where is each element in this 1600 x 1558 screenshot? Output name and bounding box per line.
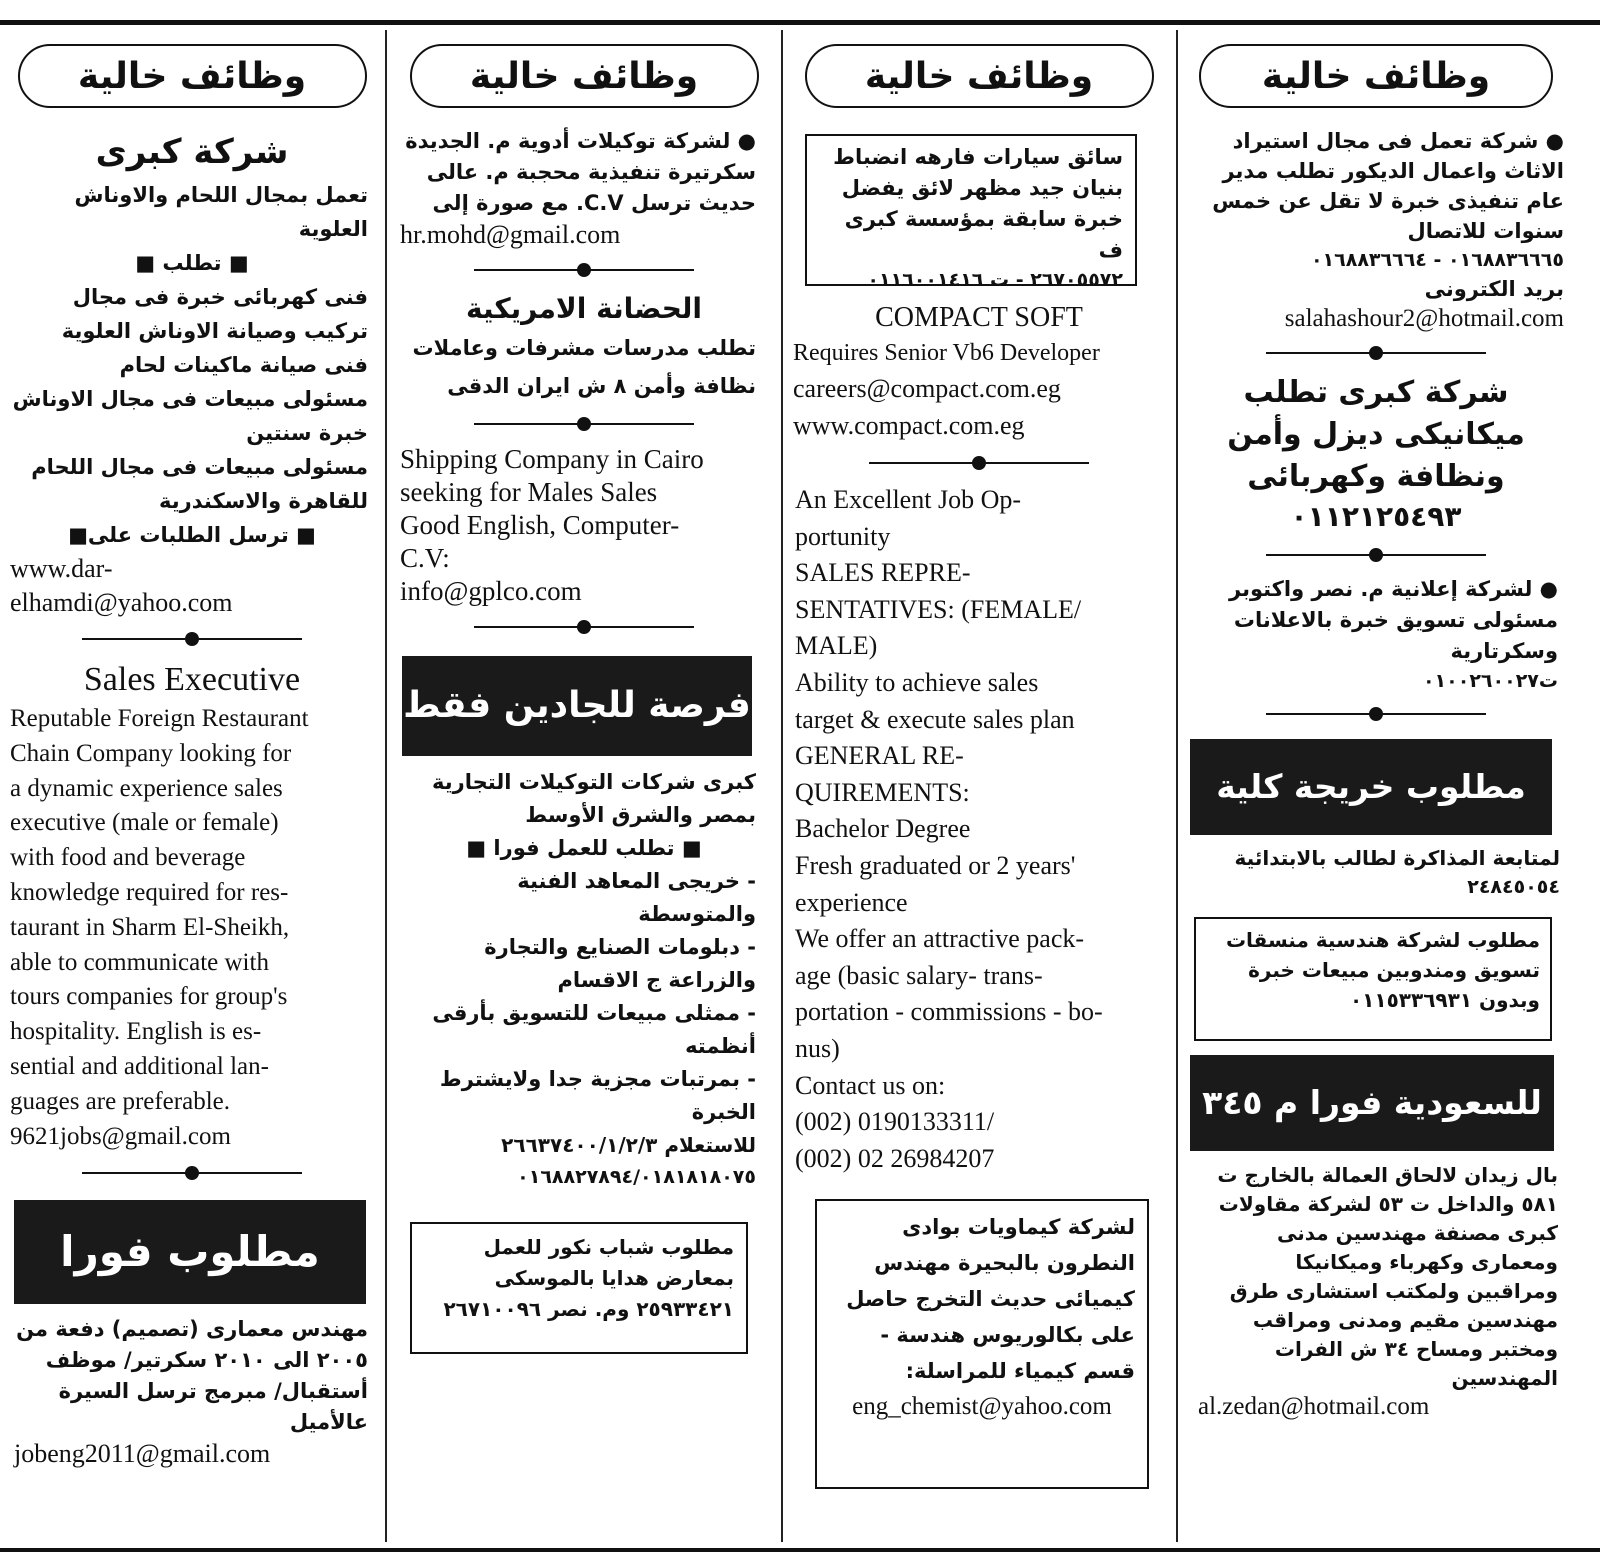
ad-tutor-phone: ٢٤٨٤٥٠٥٤ xyxy=(1467,876,1560,898)
banner-wanted-now: مطلوب فورا xyxy=(14,1200,366,1304)
ad-agencies-item: - ممثلى مبيعات للتسويق بأرقى أنظمته xyxy=(432,1001,756,1058)
separator xyxy=(474,413,694,435)
ad-furniture-text: ● شركة تعمل فى مجال استيراد الاثاث واعمال الديكور تطلب مدير عام تنفيذى خبرة لا تقل عن خمس سنوات للاتصال xyxy=(1212,129,1564,243)
sales-rep-line: An Excellent Job Op- xyxy=(795,485,1022,514)
column-2 xyxy=(785,30,1173,1542)
ad-tutor-text: لمتابعة المذاكرة لطالب بالابتدائية xyxy=(1234,846,1560,870)
separator xyxy=(1266,342,1486,364)
separator xyxy=(82,1162,302,1184)
ad-agencies-req: ■ تطلب للعمل فورا ■ xyxy=(466,836,702,860)
ad-welding-item: فنى كهربائى خبرة فى مجال تركيب وصيانة الاوناش العلوية xyxy=(61,285,368,343)
ad-architect-email: jobeng2011@gmail.com xyxy=(14,1439,271,1469)
ad-welding-email-line: www.dar- xyxy=(10,554,113,583)
ad-driver-box xyxy=(805,134,1137,291)
ad-welding-email-line: elhamdi@yahoo.com xyxy=(10,588,233,617)
sales-rep-line: target & execute sales plan xyxy=(795,704,1075,734)
banner-saudi: للسعودية فورا م ٣٤٥ xyxy=(1190,1055,1554,1151)
sales-rep-line: MALE) xyxy=(795,631,878,661)
ad-furniture-phones: ٠١٦٨٨٣٦٦٦٥ - ٠١٦٨٨٣٦٦٦٤ xyxy=(1310,249,1564,271)
sales-rep-line: SENTATIVES: (FEMALE/ xyxy=(795,594,1082,624)
sales-executive-line: tours companies for group's xyxy=(10,983,288,1011)
ad-welding-email xyxy=(4,552,380,620)
compact-soft-requires: Requires Senior Vb6 Developer xyxy=(793,340,1100,366)
ad-marketing-phone: ت٠١٠٠٢٦٠٠٢٧ xyxy=(1422,670,1558,692)
shipping-line: Shipping Company in Cairo xyxy=(400,444,704,474)
ad-chemicals-box xyxy=(815,1199,1149,1489)
top-rule xyxy=(0,20,1600,25)
ad-chemicals-text: لشركة كيماويات بوادى النطرون بالبحيرة مهندس كيميائى حديث التخرج حاصل على بكالوريوس هندسة - قسم كيمياء للمراسلة: xyxy=(846,1215,1135,1384)
ad-diesel-title: شركة كبرى تطلب ميكانيكى ديزل وأمن ونظافة وكهربائى xyxy=(1227,375,1525,494)
sales-executive-line: a dynamic experience sales xyxy=(10,774,283,802)
sales-rep-line: We offer an attractive pack- xyxy=(795,924,1085,954)
column-divider xyxy=(385,30,387,1542)
column-3 xyxy=(390,30,778,1542)
sales-rep-line: Ability to achieve sales xyxy=(795,667,1039,697)
ad-welding-item: مسئولى مبيعات فى مجال الاوناش خبرة سنتين xyxy=(12,387,368,445)
shipping-line: info@gplco.com xyxy=(400,576,582,606)
sales-rep-line: Contact us on: xyxy=(795,1070,946,1100)
sales-rep-line: nus) xyxy=(795,1033,840,1063)
sales-executive-line: taurant in Sharm El-Sheikh, xyxy=(10,913,290,941)
ad-gifts-box: مطلوب شباب نكور للعمل بمعارض هدايا بالموسكى ٢٥٩٣٣٤٢١ وم. نصر ٢٦٧١٠٠٩٦ xyxy=(410,1222,748,1354)
ad-driver-phones: ٢٦٧٠٥٥٧٢ - ت ٠١١٦٠٠١٤١٦ xyxy=(867,269,1123,291)
ad-furniture-email-label: بريد الكترونى xyxy=(1424,277,1564,301)
sales-rep-line: GENERAL RE- xyxy=(795,741,964,771)
separator xyxy=(82,628,302,650)
separator xyxy=(1266,544,1486,566)
ad-pharma-text: ● لشركة توكيلات أدوية م. الجديدة سكرتيرة تنفيذية محجبة م. عالى حديث ترسل C.V. مع صورة إلى xyxy=(405,129,756,215)
banner-graduate: مطلوب خريجة كلية عملية xyxy=(1190,739,1552,835)
ad-welding-send: ■ ترسل الطلبات على■ xyxy=(68,523,316,547)
compact-soft-title: COMPACT SOFT xyxy=(875,302,1083,333)
sales-executive-line: sential and additional lan- xyxy=(10,1052,269,1080)
ad-zedan-text: بال زيدان لالحاق العمالة بالخارج ت ٥٨١ والداخل ت ٥٣ لشركة مقاولات كبرى مصنفة مهندسين مدنى ومعمارى وكهرباء وميكانيكا ومراقبين ولمكتب استشارى طرق مهندسين مقيم ومدنى ومراقب ومختبر ومساح ٣٤ ش الفرات المهندسين xyxy=(1217,1163,1558,1390)
ad-welding-title: شركة كبرى xyxy=(95,132,289,172)
ad-marketing-text: ● لشركة إعلانية م. نصر واكتوبر مسئولى تسويق خبرة بالاعلانات وسكرتارية xyxy=(1229,577,1558,663)
separator xyxy=(869,452,1089,474)
ad-furniture-email: salahashour2@hotmail.com xyxy=(1284,305,1564,332)
ad-agencies-intro: كبرى شركات التوكيلات التجارية بمصر والشرق الأوسط xyxy=(432,770,756,827)
sales-executive-line: 9621jobs@gmail.com xyxy=(10,1122,231,1150)
sales-executive-line: knowledge required for res- xyxy=(10,878,289,906)
ad-zedan-email: al.zedan@hotmail.com xyxy=(1198,1393,1430,1420)
ad-welding-item: مسئولى مبيعات فى مجال اللحام للقاهرة والاسكندرية xyxy=(31,455,368,513)
ad-driver-text: سائق سيارات فارهه انضباط بنيان جيد مظهر لائق يفضل خبرة سابقة بمؤسسة كبرى ف xyxy=(833,145,1123,262)
ad-agencies-item: - خريجى المعاهد الفنية والمتوسطة xyxy=(517,869,756,926)
shipping-ad xyxy=(390,443,778,608)
column-header: وظائف خالية xyxy=(410,44,759,108)
column-header: وظائف خالية xyxy=(18,44,367,108)
sales-rep-ad xyxy=(785,482,1173,1177)
column-divider xyxy=(1176,30,1178,1542)
ad-agencies-contact: للاستعلام ٢٦٦٣٧٤٠٠/١/٢/٣ xyxy=(501,1133,756,1157)
bottom-rule xyxy=(0,1548,1600,1552)
shipping-line: C.V: xyxy=(400,543,450,573)
sales-executive-line: executive (male or female) xyxy=(10,809,279,837)
column-1 xyxy=(1180,30,1572,1542)
column-divider xyxy=(781,30,783,1542)
sales-executive-line: Chain Company looking for xyxy=(10,739,292,767)
sales-executive-line: able to communicate with xyxy=(10,948,269,976)
sales-rep-line: portation - commissions - bo- xyxy=(795,997,1103,1027)
separator xyxy=(1266,703,1486,725)
ad-agencies-phones: ٠١٦٨٨٢٧٨٩٤/٠١٨١٨١٨٠٧٥ xyxy=(517,1166,756,1188)
sales-rep-line: portunity xyxy=(795,521,891,551)
ad-agencies-item: - دبلومات الصنايع والتجارة والزراعة ج الاقسام xyxy=(484,935,756,992)
ad-agencies-item: - بمرتبات مجزية جدا ولايشترط الخبرة xyxy=(439,1067,756,1124)
separator xyxy=(474,616,694,638)
compact-soft-email: careers@compact.com.eg xyxy=(793,374,1061,403)
column-header: وظائف خالية xyxy=(805,44,1154,108)
sales-executive-line: guages are preferable. xyxy=(10,1087,230,1115)
sales-rep-line: (002) 0190133311/ xyxy=(795,1107,995,1137)
sales-rep-line: Fresh graduated or 2 years' xyxy=(795,850,1076,880)
ad-pharma-email: hr.mohd@gmail.com xyxy=(400,220,621,249)
ad-architect-text: مهندس معمارى (تصميم) دفعة من ٢٠٠٥ الى ٢٠١٠ سكرتير/ موظف أستقبال/ مبرمج ترسل السيرة عالأميل xyxy=(16,1317,368,1435)
ad-welding-item: فنى صيانة ماكينات لحام xyxy=(119,353,368,377)
ad-engineering-box: مطلوب لشركة هندسية منسقات تسويق ومندوبين مبيعات خبرة وبدون ٠١١٥٣٣٦٩٣١ xyxy=(1194,917,1552,1041)
separator xyxy=(474,259,694,281)
sales-executive-line: with food and beverage xyxy=(10,844,246,872)
sales-executive-ad xyxy=(4,702,380,1154)
sales-rep-line: (002) 02 26984207 xyxy=(795,1143,995,1173)
shipping-line: seeking for Males Sales xyxy=(400,477,658,507)
column-header: وظائف خالية xyxy=(1199,44,1553,108)
sales-rep-line: experience xyxy=(795,887,908,917)
column-4 xyxy=(4,30,380,1542)
sales-rep-line: Bachelor Degree xyxy=(795,814,971,844)
compact-soft-web: www.compact.com.eg xyxy=(793,411,1025,440)
sales-executive-title: Sales Executive xyxy=(83,661,301,698)
ad-chemicals-email: eng_chemist@yahoo.com xyxy=(852,1393,1112,1421)
shipping-line: Good English, Computer- xyxy=(400,510,680,540)
ad-welding-intro: تعمل بمجال اللحام والاوناش العلوية xyxy=(74,183,368,241)
ad-diesel-phone: ٠١١٢١٢٥٤٩٣ xyxy=(1290,500,1462,533)
sales-executive-line: Reputable Foreign Restaurant xyxy=(10,705,309,732)
sales-rep-line: SALES REPRE- xyxy=(795,558,971,588)
sales-rep-line: age (basic salary- trans- xyxy=(795,960,1043,990)
banner-serious-only: فرصة للجادين فقط xyxy=(402,656,752,756)
ad-nursery-title: الحضانة الامريكية xyxy=(465,292,703,325)
ad-nursery-text: تطلب مدرسات مشرفات وعاملات نظافة وأمن ٨ ش ايران الدقى xyxy=(412,336,756,398)
sales-rep-line: QUIREMENTS: xyxy=(795,777,970,807)
ad-welding-req: ■ تطلب ■ xyxy=(135,251,249,275)
sales-executive-line: hospitality. English is es- xyxy=(10,1018,262,1046)
